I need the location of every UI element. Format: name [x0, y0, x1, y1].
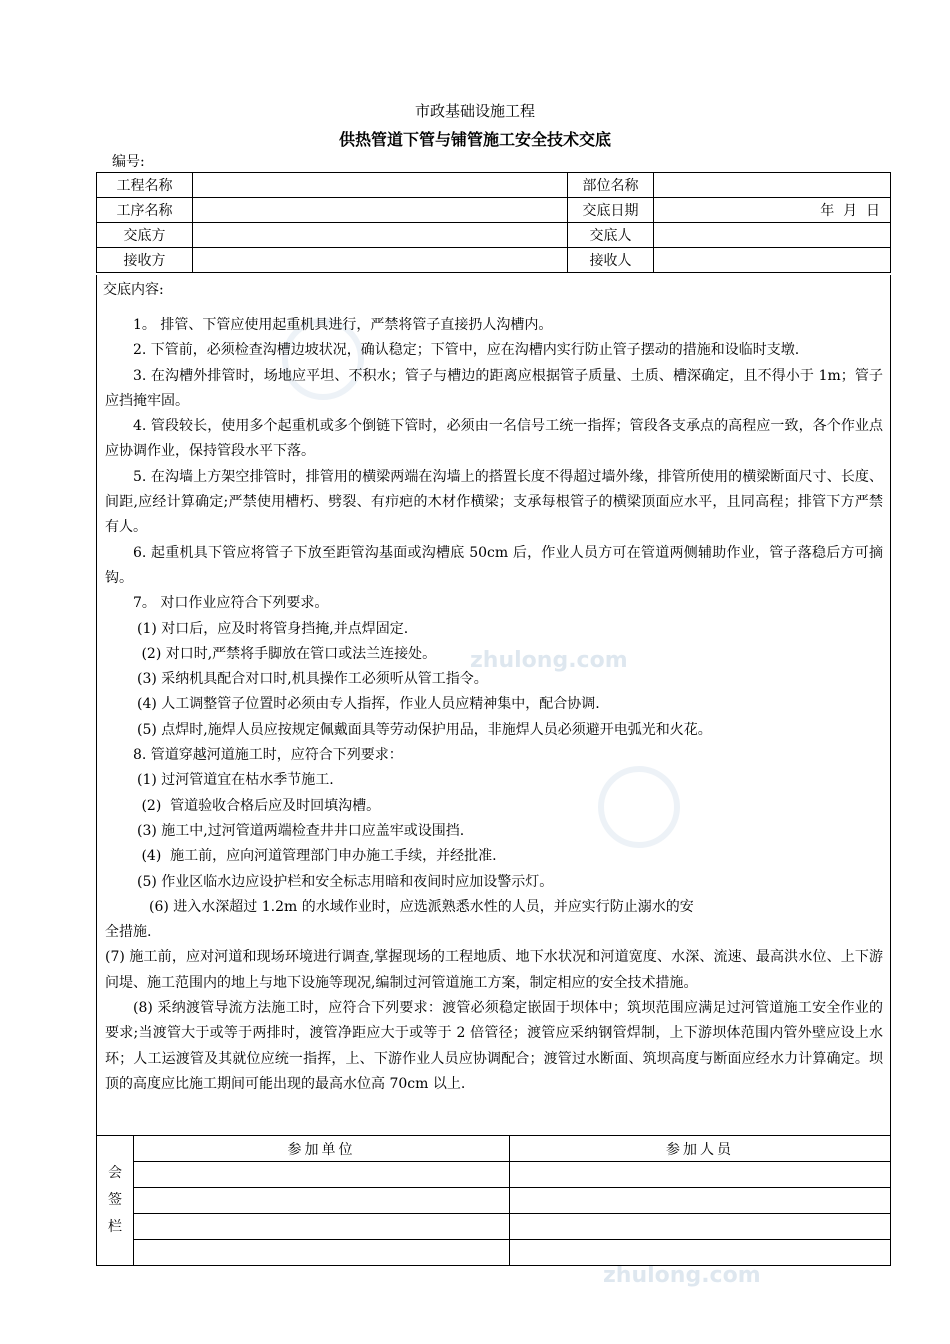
- table-row: [97, 1240, 891, 1266]
- content-paragraph: (4) 施工前，应向河道管理部门申办施工手续，并经批准.: [137, 848, 497, 865]
- content-paragraph: 3. 在沟槽外排管时，场地应平坦、不积水；管子与槽边的距离应根据管子质量、土质、槽深确定，且不得小于 1m；管子应挡掩牢固。: [105, 367, 883, 409]
- giver-person-label: 交底人: [568, 223, 654, 248]
- project-name-field[interactable]: [193, 173, 568, 198]
- participating-unit-header: 参加单位: [134, 1136, 510, 1162]
- project-name-label: 工程名称: [97, 173, 193, 198]
- content-paragraph: (1) 过河管道宜在枯水季节施工.: [137, 772, 334, 789]
- participating-person-cell[interactable]: [510, 1162, 891, 1188]
- content-section: [96, 275, 891, 1135]
- content-paragraph: 8. 管道穿越河道施工时，应符合下列要求：: [133, 747, 403, 764]
- date-label: 交底日期: [568, 198, 654, 223]
- table-row: [97, 198, 891, 223]
- participating-unit-cell[interactable]: [134, 1214, 510, 1240]
- content-paragraph: (4) 人工调整管子位置时必须由专人指挥，作业人员应精神集中，配合协调.: [137, 696, 600, 713]
- part-name-label: 部位名称: [568, 173, 654, 198]
- table-row: [97, 1188, 891, 1214]
- content-paragraph: (1) 对口后，应及时将管身挡掩,并点焊固定.: [137, 620, 409, 637]
- date-field[interactable]: 年 月 日: [654, 198, 891, 223]
- content-paragraph: (6) 进入水深超过 1.2m 的水域作业时，应选派熟悉水性的人员，并应实行防止溺水的安: [149, 898, 694, 915]
- table-row: [97, 223, 891, 248]
- watermark-text: zhulong.com: [470, 648, 628, 673]
- content-label: 交底内容:: [103, 282, 164, 298]
- content-paragraph: (2) 管道验收合格后应及时回填沟槽。: [137, 797, 381, 814]
- content-paragraph: 全措施.: [105, 924, 152, 941]
- table-row: [97, 173, 891, 198]
- participating-unit-cell[interactable]: [134, 1162, 510, 1188]
- content-paragraph: (3) 采纳机具配合对口时,机具操作工必须听从管工指令。: [137, 671, 488, 688]
- content-paragraph: 6. 起重机具下管应将管子下放至距管沟基面或沟槽底 50cm 后，作业人员方可在管道两侧辅助作业，管子落稳后方可摘钩。: [105, 544, 883, 586]
- participating-person-cell[interactable]: [510, 1188, 891, 1214]
- sign-side-char: 栏: [108, 1219, 122, 1235]
- table-row: [97, 1214, 891, 1240]
- serial-number-label: 编号:: [112, 154, 145, 170]
- content-paragraph: (8) 采纳渡管导流方法施工时，应符合下列要求：渡管必须稳定嵌固于坝体中；筑坝范围应满足过河管道施工安全作业的要求;当渡管大于或等于两排时，渡管净距应大于或等于 2 倍管径；渡管应采纳钢管焊制，上下游坝体范围内管外壁应设上水环；人工运渡管及其就位应统一指挥，上、下游作业人员应协调配合；渡管过水断面、筑坝高度与断面应经水力计算确定。坝顶的高度应比施工期间可能出现的最高水位高 70cm 以上.: [105, 1000, 883, 1092]
- participating-person-cell[interactable]: [510, 1214, 891, 1240]
- content-paragraph: (5) 点焊时,施焊人员应按规定佩戴面具等劳动保护用品，非施焊人员必须避开电弧光和火花。: [137, 721, 712, 738]
- content-paragraph: 4. 管段较长，使用多个起重机或多个倒链下管时，必须由一名信号工统一指挥；管段各支承点的高程应一致，各个作业点应协调作业，保持管段水平下落。: [105, 418, 883, 460]
- participating-unit-cell[interactable]: [134, 1240, 510, 1266]
- table-row: [97, 1162, 891, 1188]
- sign-side-char: 签: [108, 1192, 122, 1208]
- table-row: [97, 1136, 891, 1162]
- content-paragraph: 2. 下管前，必须检查沟槽边坡状况，确认稳定；下管中，应在沟槽内实行防止管子摆动的措施和设临时支墩.: [133, 342, 800, 359]
- participating-person-cell[interactable]: [510, 1240, 891, 1266]
- receiver-person-field[interactable]: [654, 248, 891, 273]
- content-paragraph: (7) 施工前，应对河道和现场环境进行调查,掌握现场的工程地质、地下水状况和河道宽度、水深、流速、最高洪水位、上下游问堤、施工范围内的地上与地下设施等现况,编制过河管道施工方案，制定相应的安全技术措施。: [105, 949, 883, 991]
- sign-side-char: 会: [108, 1165, 122, 1181]
- sign-table: [96, 1135, 891, 1266]
- content-body: [105, 313, 883, 1097]
- participating-unit-cell[interactable]: [134, 1188, 510, 1214]
- info-table: [96, 172, 891, 273]
- process-name-label: 工序名称: [97, 198, 193, 223]
- watermark-text: zhulong.com: [603, 1263, 761, 1288]
- content-paragraph: (5) 作业区临水边应设护栏和安全标志用暗和夜间时应加设警示灯。: [137, 873, 554, 890]
- content-paragraph: (3) 施工中,过河管道两端检查井井口应盖牢或设围挡.: [137, 822, 465, 839]
- content-paragraph: 1。 排管、下管应使用起重机具进行，严禁将管子直接扔人沟槽内。: [133, 317, 553, 333]
- process-name-field[interactable]: [193, 198, 568, 223]
- receiver-party-label: 接收方: [97, 248, 193, 273]
- content-paragraph: 5. 在沟墙上方架空排管时，排管用的横梁两端在沟墙上的搭置长度不得超过墙外缘，排管所使用的横梁断面尺寸、长度、间距,应经计算确定;严禁使用槽朽、劈裂、有疖疤的木材作横梁；支承每根管子的横梁顶面应水平，且同高程；排管下方严禁有人。: [105, 468, 883, 536]
- document-title: 供热管道下管与铺管施工安全技术交底: [338, 130, 611, 149]
- giver-party-label: 交底方: [97, 223, 193, 248]
- participating-person-header: 参加人员: [510, 1136, 891, 1162]
- receiver-party-field[interactable]: [193, 248, 568, 273]
- content-paragraph: 7。 对口作业应符合下列要求。: [133, 595, 329, 612]
- receiver-person-label: 接收人: [568, 248, 654, 273]
- content-paragraph: (2) 对口时,严禁将手脚放在管口或法兰连接处。: [137, 645, 437, 662]
- sign-side-label: [97, 1136, 134, 1266]
- table-row: [97, 248, 891, 273]
- giver-person-field[interactable]: [654, 223, 891, 248]
- document-subtitle: 市政基础设施工程: [414, 102, 535, 120]
- giver-party-field[interactable]: [193, 223, 568, 248]
- part-name-field[interactable]: [654, 173, 891, 198]
